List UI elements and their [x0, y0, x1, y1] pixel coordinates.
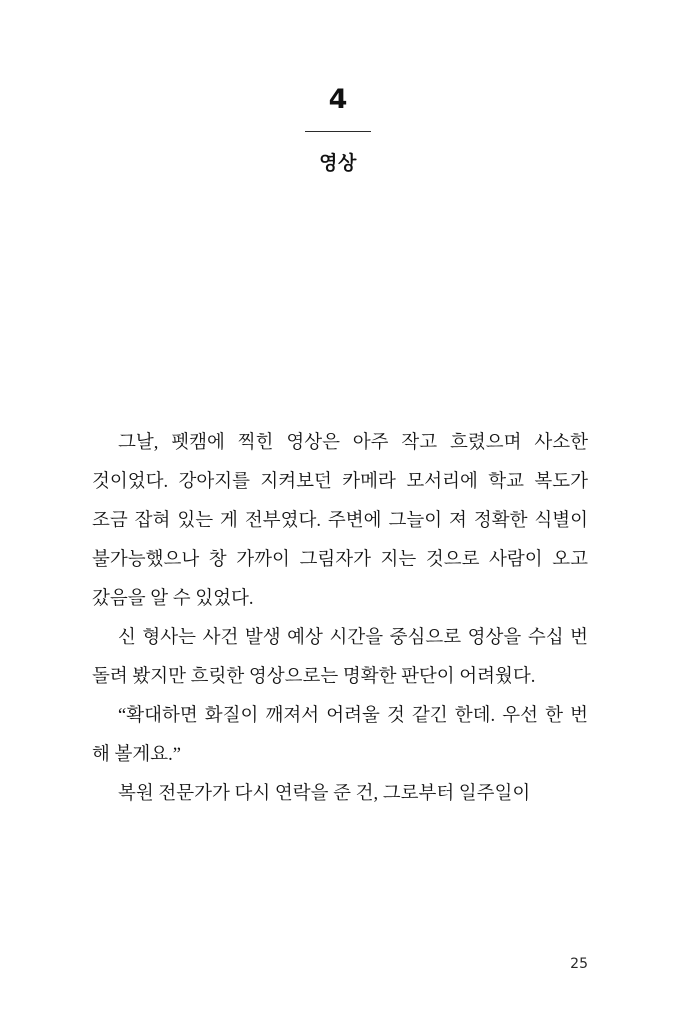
- chapter-number: 4: [328, 84, 348, 115]
- chapter-header: [0, 0, 676, 175]
- paragraph: 복원 전문가가 다시 연락을 준 건, 그로부터 일주일이: [118, 784, 531, 804]
- chapter-divider: [305, 131, 371, 132]
- chapter-title: 영상: [319, 152, 357, 174]
- page-number: 25: [570, 956, 588, 972]
- body-text: [92, 424, 588, 814]
- paragraph: “확대하면 화질이 깨져서 어려울 것 같긴 한데. 우선 한 번 해 볼게요.”: [92, 706, 588, 765]
- paragraph: 그날, 펫캠에 찍힌 영상은 아주 작고 흐렸으며 사소한 것이었다. 강아지를 지켜보던 카메라 모서리에 학교 복도가 조금 잡혀 있는 게 전부였다. 주변에 그늘이 져 정확한 식별이 불가능했으나 창 가까이 그림자가 지는 것으로 사람이 오고 갔음을 알 수 있었다.: [92, 433, 589, 609]
- paragraph: 신 형사는 사건 발생 예상 시간을 중심으로 영상을 수십 번 돌려 봤지만 흐릿한 영상으로는 명확한 판단이 어려웠다.: [92, 628, 588, 687]
